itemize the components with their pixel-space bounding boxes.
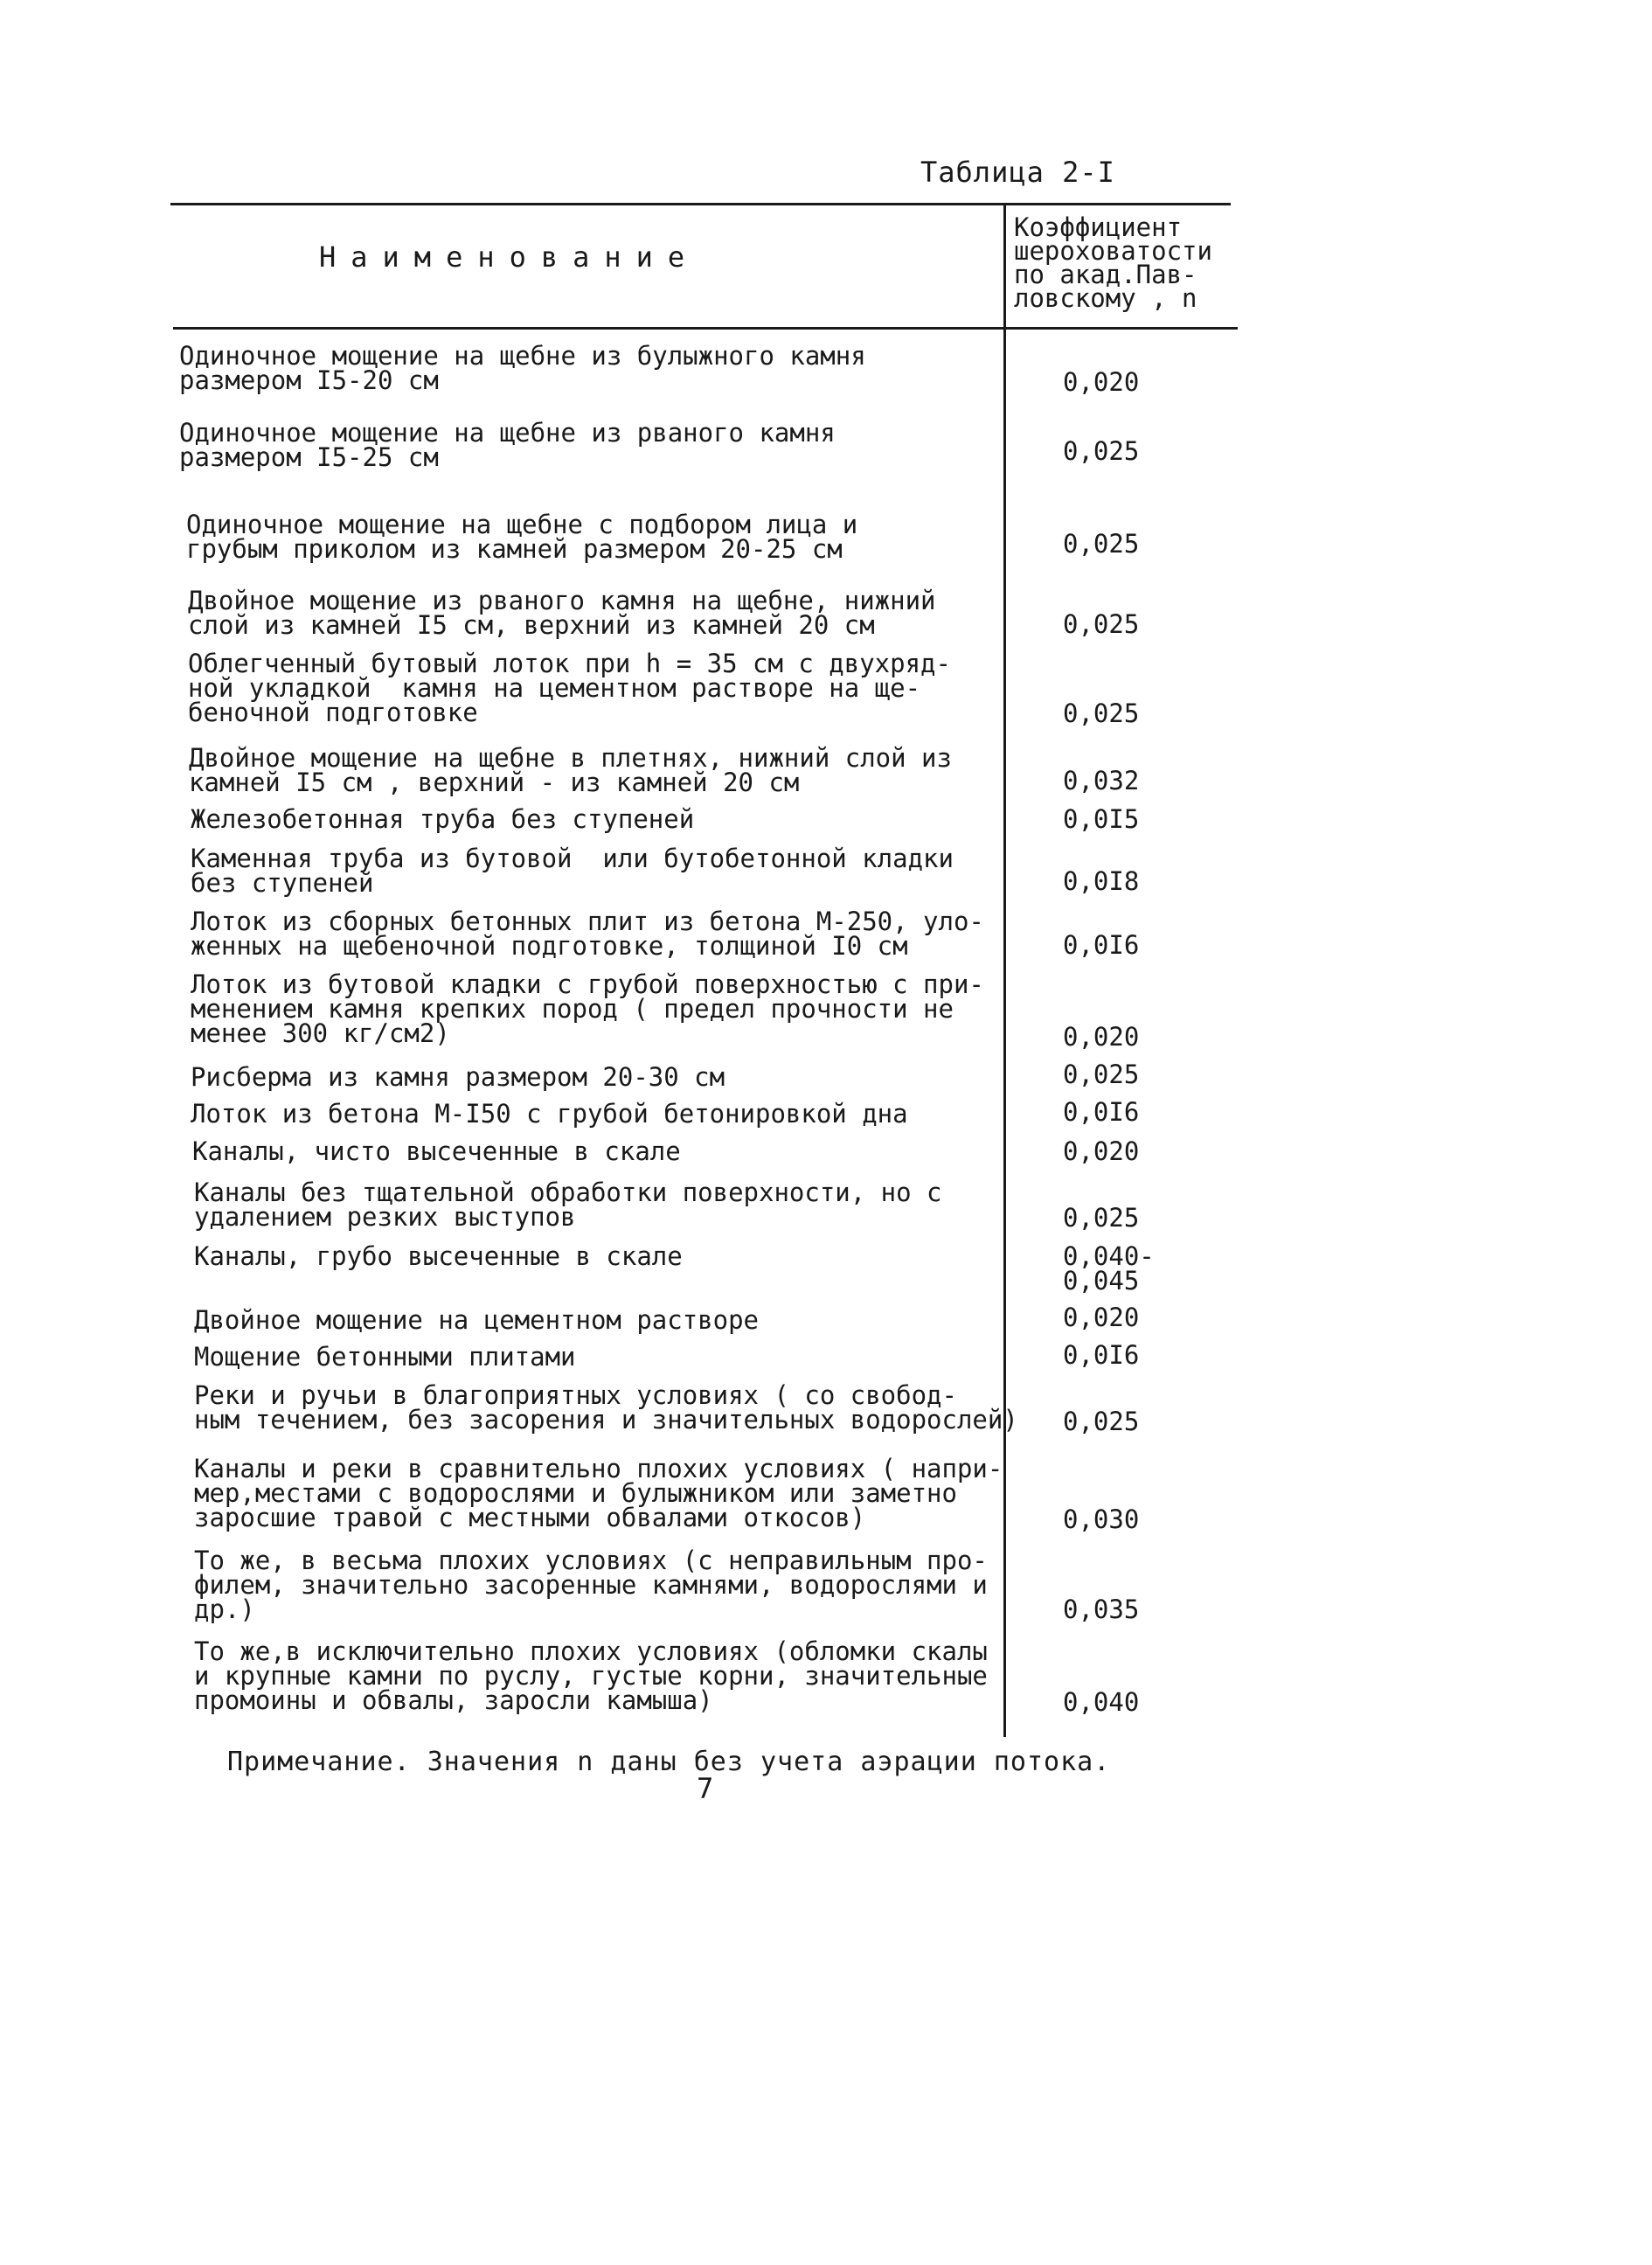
row-name: Одиночное мощение на щебне с подбором лица и грубым приколом из камней размером 20-25 см <box>186 510 858 564</box>
row-name: То же, в весьма плохих условиях (с неправильным про- филем, значительно засоренные камнями, водорослями и др.) <box>194 1546 988 1624</box>
row-coefficient-value: 0,0I8 <box>1063 866 1140 896</box>
row-name: Двойное мощение из рваного камня на щебне, нижний слой из камней I5 см, верхний из камней 20 см <box>188 586 936 640</box>
page-number: 7 <box>697 1772 714 1805</box>
row-coefficient-value: 0,020 <box>1063 367 1140 397</box>
table-top-rule <box>170 203 1231 205</box>
row-name: Реки и ручьи в благоприятных условиях ( со свобод- ным течением, без засорения и значительных водорослей) <box>194 1380 1018 1435</box>
row-name: То же,в исключительно плохих условиях (обломки скалы и крупные камни по руслу, густые корни, значительные промоины и обвалы, заросли камыша) <box>194 1636 988 1715</box>
row-coefficient-value: 0,0I6 <box>1063 1097 1140 1127</box>
row-name: Рисберма из камня размером 20-30 см <box>191 1062 725 1092</box>
row-coefficient-value: 0,020 <box>1063 1303 1140 1332</box>
row-coefficient-value: 0,025 <box>1063 698 1140 728</box>
row-coefficient-value: 0,025 <box>1063 1060 1140 1089</box>
row-coefficient-value: 0,032 <box>1063 766 1140 796</box>
table-note: Примечание. Значения n даны без учета аэрации потока. <box>227 1747 1111 1777</box>
row-coefficient-value: 0,020 <box>1063 1136 1140 1166</box>
row-name: Лоток из бутовой кладки с грубой поверхностью с при- менением камня крепких пород ( предел прочности не менее 300 кг/см2) <box>191 969 984 1048</box>
row-coefficient-value: 0,025 <box>1063 529 1140 559</box>
row-coefficient-value: 0,0I6 <box>1063 1340 1140 1370</box>
row-coefficient-value: 0,025 <box>1063 1407 1140 1436</box>
row-name: Двойное мощение на цементном растворе <box>194 1305 760 1335</box>
row-coefficient-value: 0,025 <box>1063 1203 1140 1233</box>
table-caption: Таблица 2-I <box>920 156 1115 189</box>
row-name: Железобетонная труба без ступеней <box>191 804 695 834</box>
row-coefficient-value: 0,025 <box>1063 609 1140 639</box>
row-name: Каналы без тщательной обработки поверхности, но с удалением резких выступов <box>194 1178 942 1232</box>
table-header-rule <box>173 327 1238 330</box>
row-coefficient-value: 0,025 <box>1063 436 1140 466</box>
row-name: Одиночное мощение на щебне из рваного камня размером I5-25 см <box>179 418 836 472</box>
row-name: Лоток из сборных бетонных плит из бетона М-250, уло- женных на щебеночной подготовке, толщиной I0 см <box>191 907 984 961</box>
row-name: Каналы, грубо высеченные в скале <box>194 1241 683 1271</box>
row-name: Облегченный бутовый лоток при h = 35 см с двухряд- ной укладкой камня на цементном растворе на ще- беночной подготовке <box>188 649 951 727</box>
table-column-divider <box>1003 203 1006 1737</box>
row-coefficient-value: 0,0I5 <box>1063 804 1140 834</box>
row-coefficient-value: 0,040 <box>1063 1687 1140 1717</box>
row-name: Одиночное мощение на щебне из булыжного камня размером I5-20 см <box>179 341 866 395</box>
row-name: Двойное мощение на щебне в плетнях, нижний слой из камней I5 см , верхний - из камней 20 см <box>189 743 952 797</box>
header-coefficient: Коэффициент шероховатости по акад.Пав- ловскому , n <box>1014 212 1212 313</box>
row-name: Мощение бетонными плитами <box>194 1342 576 1372</box>
row-name: Каналы, чисто высеченные в скале <box>192 1136 681 1166</box>
header-name: Наименование <box>319 240 700 274</box>
row-coefficient-value: 0,030 <box>1063 1504 1140 1534</box>
row-name: Каменная труба из бутовой или бутобетонной кладки без ступеней <box>191 844 954 898</box>
row-coefficient-value: 0,0I6 <box>1063 930 1140 960</box>
row-coefficient-value: 0,035 <box>1063 1595 1140 1624</box>
row-coefficient-value: 0,020 <box>1063 1022 1140 1052</box>
row-name: Каналы и реки в сравнительно плохих условиях ( напри- мер,местами с водорослями и булыжником или заметно заросшие травой с местными обвалами откосов) <box>194 1454 1003 1532</box>
row-name: Лоток из бетона М-I50 с грубой бетонировкой дна <box>191 1099 908 1129</box>
row-coefficient-value: 0,040- 0,045 <box>1063 1241 1155 1296</box>
